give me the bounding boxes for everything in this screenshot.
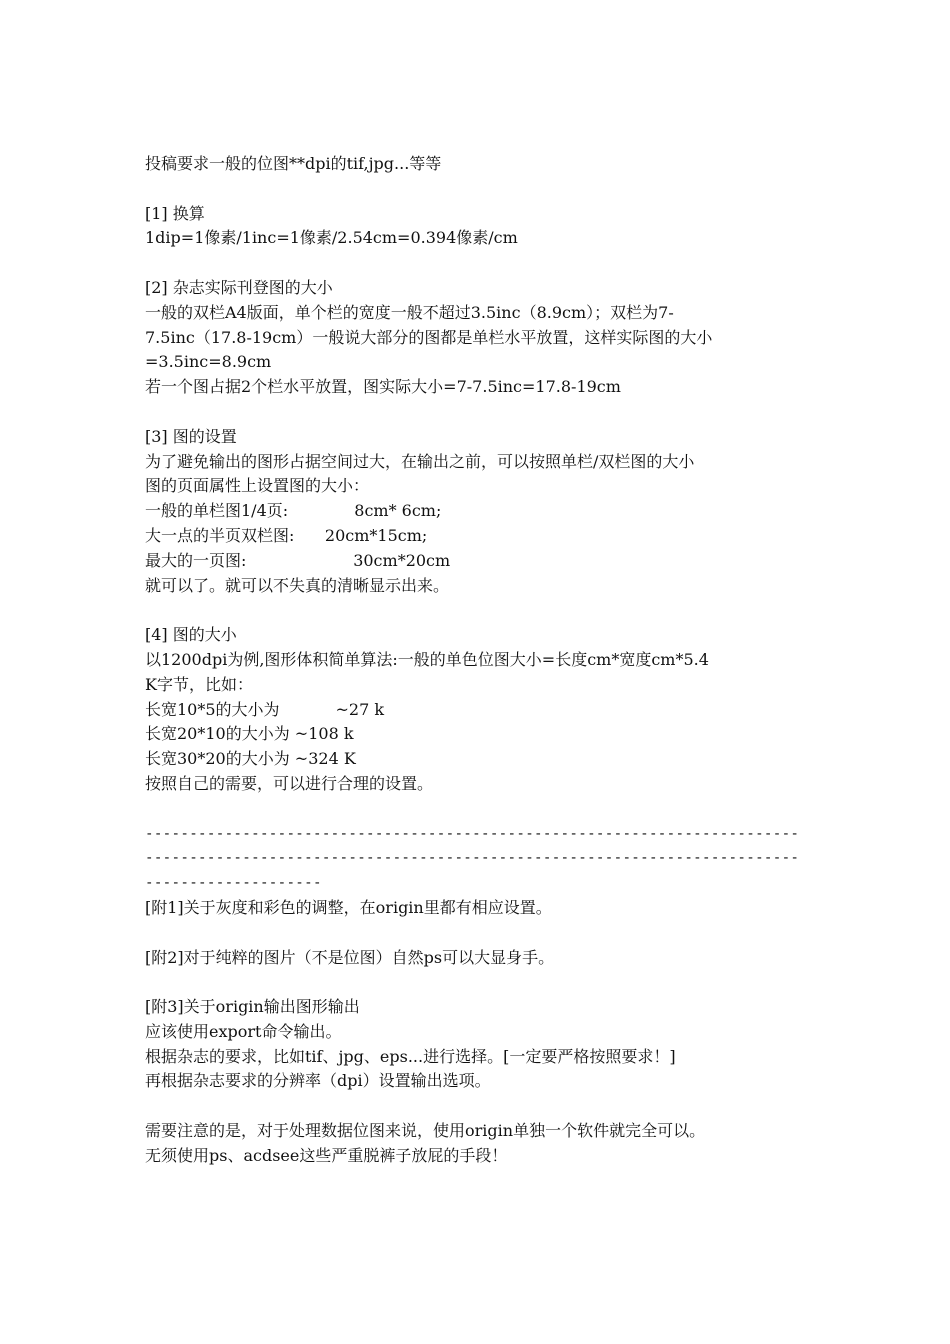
intro-line: 投稿要求一般的位图**dpi的tif,jpg...等等 [145, 154, 442, 173]
appendix-3-line: 根据杂志的要求，比如tif、jpg、eps...进行选择。[一定要严格按照要求！] [145, 1046, 676, 1066]
section-heading: [3] 图的设置 [145, 426, 237, 446]
dashed-separator [145, 822, 810, 896]
appendix-3-line: 再根据杂志要求的分辨率（dpi）设置输出选项。 [145, 1071, 491, 1091]
section-line: 大一点的半页双栏图: 20cm*15cm; [145, 525, 428, 545]
appendix-3-line: 应该使用export命令输出。 [145, 1021, 342, 1041]
section-line: 就可以了。就可以不失真的清晰显示出来。 [145, 575, 450, 595]
section-line: 最大的一页图: 30cm*20cm [145, 550, 451, 570]
appendix-1: [附1]关于灰度和彩色的调整，在origin里都有相应设置。 [145, 897, 552, 917]
section-heading: [1] 换算 [145, 203, 205, 223]
section-line: 1dip=1像素/1inc=1像素/2.54cm=0.394像素/cm [145, 228, 518, 248]
section-line: K字节，比如： [145, 674, 253, 694]
section-heading: [2] 杂志实际刊登图的大小 [145, 277, 333, 297]
appendix-3-heading: [附3]关于origin输出图形输出 [145, 997, 360, 1017]
section-line: 图的页面属性上设置图的大小： [145, 476, 370, 496]
section-line: 一般的单栏图1/4页: 8cm* 6cm; [145, 501, 442, 521]
blank-line [145, 177, 810, 202]
note-line: 需要注意的是，对于处理数据位图来说，使用origin单独一个软件就完全可以。 [145, 1121, 706, 1141]
section-file-size [145, 623, 810, 797]
appendix-2: [附2]对于纯粹的图片（不是位图）自然ps可以大显身手。 [145, 947, 555, 967]
section-print-size [145, 276, 810, 400]
document-body [145, 152, 810, 1169]
blank-line [145, 1094, 810, 1119]
section-line: 以1200dpi为例,图形体积简单算法:一般的单色位图大小=长度cm*宽度cm*5.4 [145, 649, 709, 669]
section-line: 若一个图占据2个栏水平放置，图实际大小=7-7.5inc=17.8-19cm [145, 377, 621, 397]
section-heading: [4] 图的大小 [145, 625, 237, 645]
blank-line [145, 921, 810, 946]
section-line: 长宽30*20的大小为 ~324 K [145, 749, 356, 769]
section-line: 7.5inc（17.8-19cm）一般说大部分的图都是单栏水平放置，这样实际图的大小 [145, 327, 713, 347]
section-line: =3.5inc=8.9cm [145, 352, 272, 372]
blank-line [145, 797, 810, 822]
note-line: 无须使用ps、acdsee这些严重脱裤子放屁的手段！ [145, 1145, 508, 1165]
section-line: 为了避免输出的图形占据空间过大，在输出之前，可以按照单栏/双栏图的大小 [145, 451, 695, 471]
separator-line: -------------------------------------------------------------------------- [145, 850, 800, 867]
blank-line [145, 970, 810, 995]
section-line: 按照自己的需要，可以进行合理的设置。 [145, 773, 434, 793]
separator-line: -------------------- [145, 875, 322, 892]
separator-line: -------------------------------------------------------------------------- [145, 825, 800, 842]
blank-line [145, 598, 810, 623]
appendix [145, 896, 810, 1169]
section-line: 长宽20*10的大小为 ~108 k [145, 724, 354, 744]
section-line: 一般的双栏A4版面，单个栏的宽度一般不超过3.5inc（8.9cm）；双栏为7- [145, 302, 674, 322]
section-conversion [145, 202, 810, 252]
section-figure-settings [145, 425, 810, 599]
blank-line [145, 400, 810, 425]
section-line: 长宽10*5的大小为 ~27 k [145, 699, 385, 719]
blank-line [145, 251, 810, 276]
